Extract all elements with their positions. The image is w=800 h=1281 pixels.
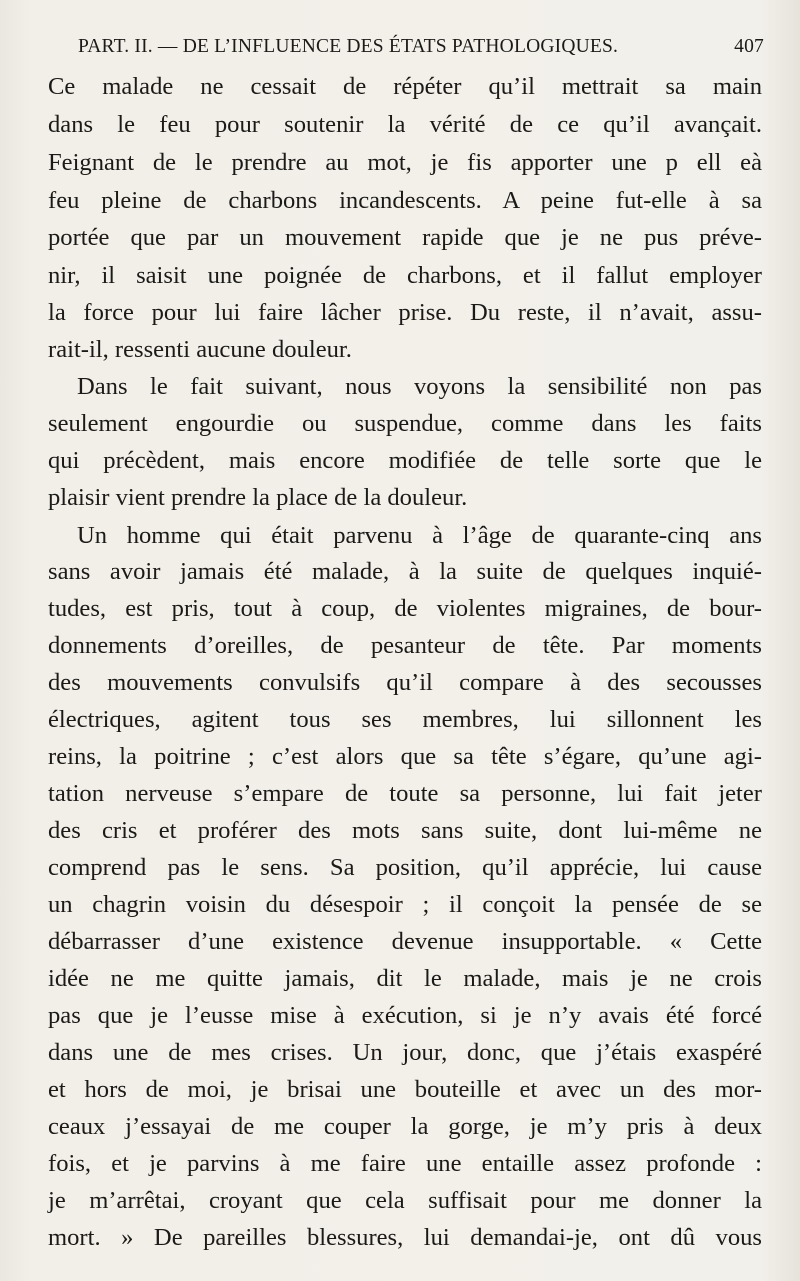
text-line: des mouvements convulsifs qu’il compare à des secousses [48, 669, 762, 696]
running-head [78, 36, 768, 66]
text-line: débarrasser d’une existence devenue insupportable. « Cette [48, 928, 762, 955]
text-line: comprend pas le sens. Sa position, qu’il apprécie, lui cause [48, 854, 762, 881]
page-number: 407 [734, 36, 764, 57]
text-line: rait-il, ressenti aucune douleur. [48, 336, 352, 363]
text-line: dans une de mes crises. Un jour, donc, que j’étais exaspéré [48, 1039, 762, 1066]
text-line: Feignant de le prendre au mot, je fis apporter une p ell eà [48, 149, 762, 176]
text-line: plaisir vient prendre la place de la douleur. [48, 484, 468, 511]
text-line: seulement engourdie ou suspendue, comme dans les faits [48, 410, 762, 437]
text-line: feu pleine de charbons incandescents. A peine fut-elle à sa [48, 187, 762, 214]
text-line: tudes, est pris, tout à coup, de violentes migraines, de bour- [48, 595, 762, 622]
text-line: et hors de moi, je brisai une bouteille et avec un des mor- [48, 1076, 762, 1103]
text-line: nir, il saisit une poignée de charbons, et il fallut employer [48, 262, 762, 289]
text-line: la force pour lui faire lâcher prise. Du reste, il n’avait, assu- [48, 299, 762, 326]
text-line: un chagrin voisin du désespoir ; il conçoit la pensée de se [48, 891, 762, 918]
text-line: des cris et proférer des mots sans suite, dont lui-même ne [48, 817, 762, 844]
text-line: pas que je l’eusse mise à exécution, si je n’y avais été forcé [48, 1002, 762, 1029]
text-line: tation nerveuse s’empare de toute sa personne, lui fait jeter [48, 780, 762, 807]
text-line: Ce malade ne cessait de répéter qu’il mettrait sa main [48, 73, 762, 100]
text-line: ceaux j’essayai de me couper la gorge, je m’y pris à deux [48, 1113, 762, 1140]
text-line: dans le feu pour soutenir la vérité de ce qu’il avançait. [48, 111, 762, 138]
text-line: idée ne me quitte jamais, dit le malade, mais je ne crois [48, 965, 762, 992]
running-head-title: PART. II. — DE L’INFLUENCE DES ÉTATS PATHOLOGIQUES. [78, 36, 619, 57]
text-line: sans avoir jamais été malade, à la suite de quelques inquié- [48, 558, 762, 585]
text-line: reins, la poitrine ; c’est alors que sa tête s’égare, qu’une agi- [48, 743, 762, 770]
text-line: Un homme qui était parvenu à l’âge de quarante-cinq ans [77, 522, 762, 549]
text-line: je m’arrêtai, croyant que cela suffisait pour me donner la [48, 1187, 762, 1214]
text-line: Dans le fait suivant, nous voyons la sensibilité non pas [77, 373, 762, 400]
text-line: donnements d’oreilles, de pesanteur de tête. Par moments [48, 632, 762, 659]
text-line: mort. » De pareilles blessures, lui demandai-je, ont dû vous [48, 1224, 762, 1251]
text-line: portée que par un mouvement rapide que je ne pus préve- [48, 224, 762, 251]
text-line: fois, et je parvins à me faire une entaille assez profonde : [48, 1150, 762, 1177]
text-line: qui précèdent, mais encore modifiée de telle sorte que le [48, 447, 762, 474]
text-line: électriques, agitent tous ses membres, lui sillonnent les [48, 706, 762, 733]
